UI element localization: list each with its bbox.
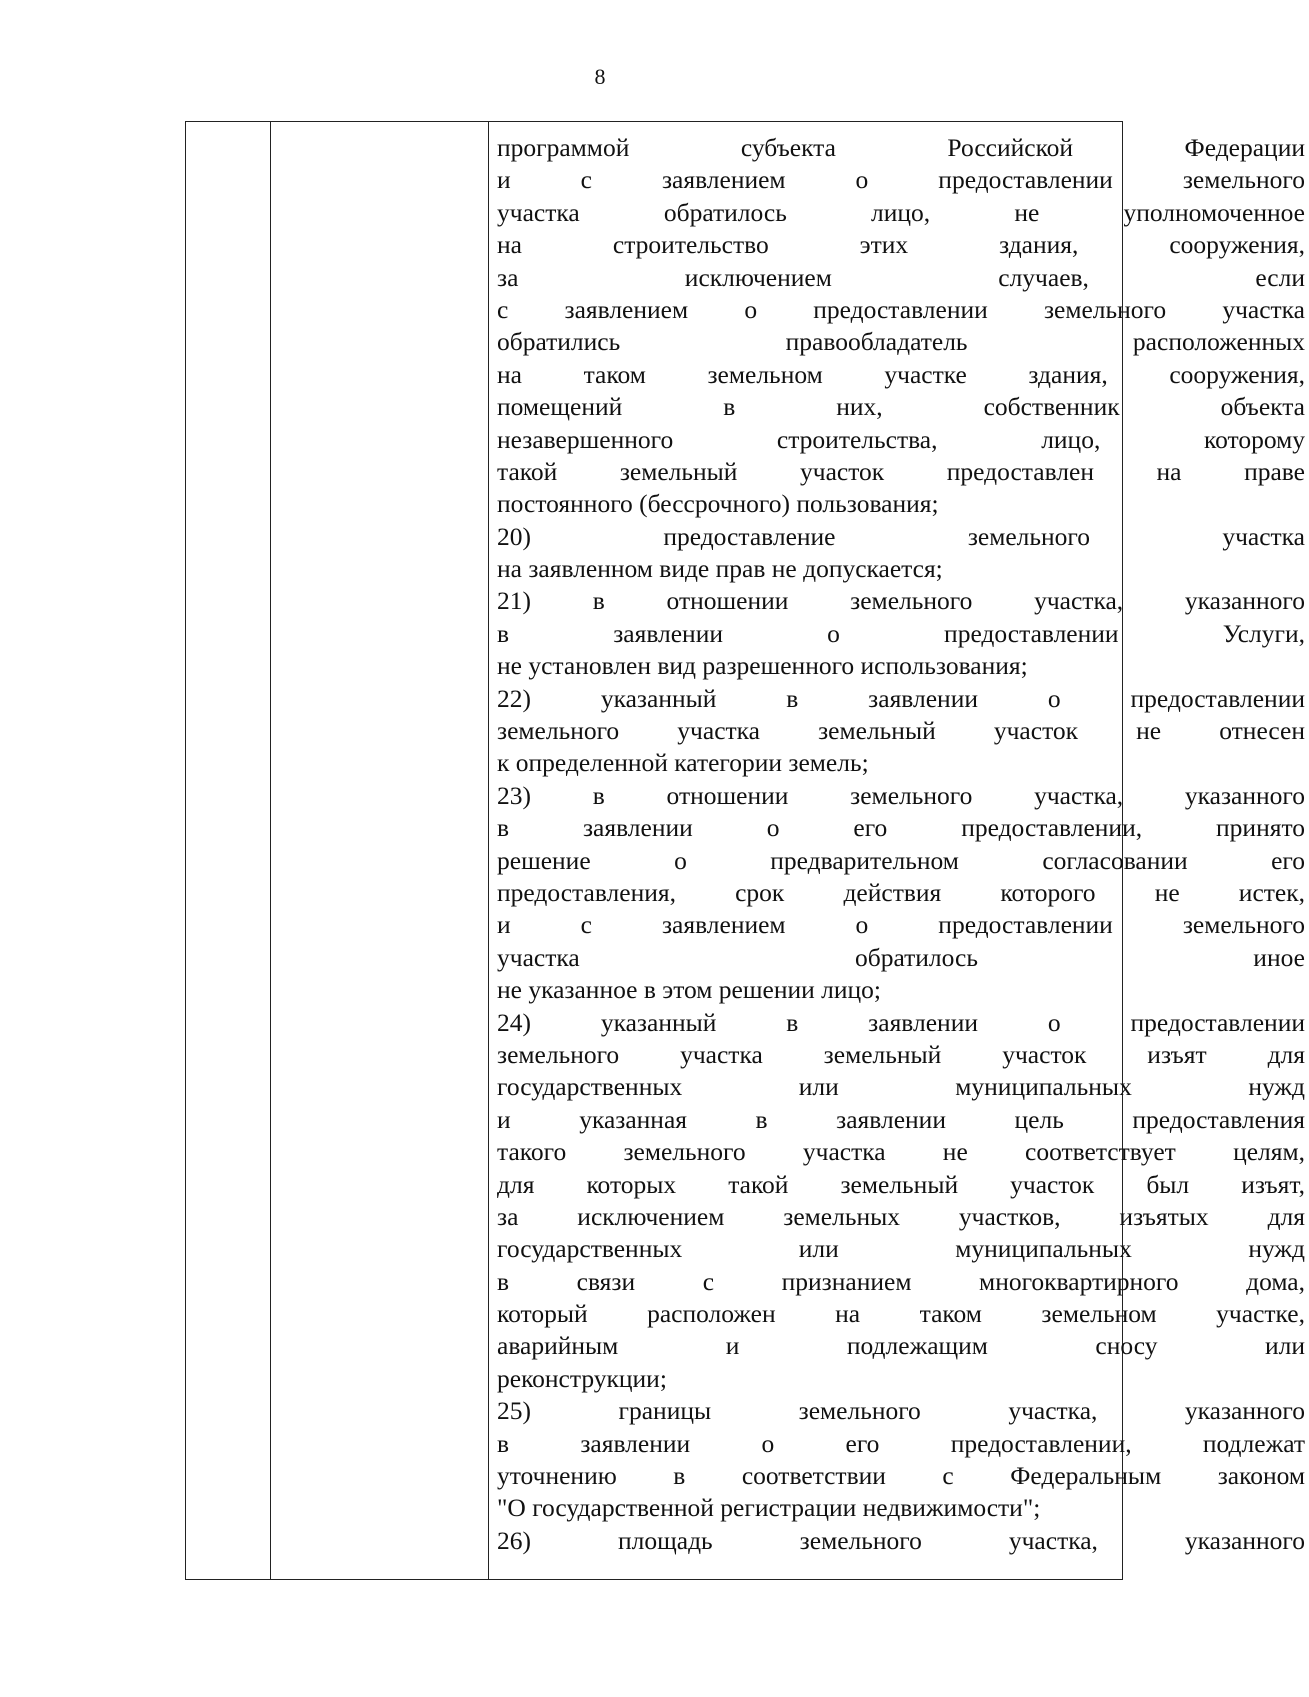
text-line: который расположен на таком земельном участке, [497, 1299, 1305, 1329]
text-line: программой субъекта Российской Федерации [497, 133, 1305, 162]
text-line: участка обратилось иное [497, 942, 1305, 972]
text-line: аварийным и подлежащим сносу или [497, 1331, 1305, 1361]
right-cell-text [491, 132, 1309, 1557]
column-divider [488, 122, 489, 1579]
text-line: за исключением случаев, если [497, 262, 1305, 292]
text-line: такого земельного участка не соответствует целям, [497, 1137, 1305, 1167]
column-divider [270, 122, 271, 1579]
text-line: к определенной категории земель; [497, 748, 869, 778]
text-line: и с заявлением о предоставлении земельного [497, 910, 1305, 940]
text-line: участка обратилось лицо, не уполномоченное [497, 197, 1305, 227]
text-line: не установлен вид разрешенного использования; [497, 651, 1028, 681]
text-line: на таком земельном участке здания, сооружения, [497, 359, 1305, 389]
text-line: в заявлении о его предоставлении, подлежат [497, 1428, 1305, 1458]
text-line: 20) предоставление земельного участка [497, 521, 1305, 551]
text-line: постоянного (бессрочного) пользования; [497, 489, 939, 519]
text-line: государственных или муниципальных нужд [497, 1234, 1305, 1264]
text-line: обратились правообладатель расположенных [497, 327, 1305, 357]
text-line: за исключением земельных участков, изъятых для [497, 1201, 1305, 1231]
text-line: незавершенного строительства, лицо, которому [497, 424, 1305, 454]
table-frame [185, 121, 1305, 1580]
text-line: решение о предварительном согласовании его [497, 845, 1305, 875]
page-number: 8 [594, 64, 606, 89]
text-line: для которых такой земельный участок был изъят, [497, 1169, 1305, 1199]
text-line: и указанная в заявлении цель предоставления [497, 1104, 1305, 1134]
text-line: земельного участка земельный участок не отнесен [497, 716, 1305, 746]
text-line: 23) в отношении земельного участка, указанного [497, 780, 1305, 810]
text-line: реконструкции; [497, 1363, 667, 1393]
text-line: государственных или муниципальных нужд [497, 1072, 1305, 1102]
text-line: 22) указанный в заявлении о предоставлении [497, 683, 1305, 713]
text-line: с заявлением о предоставлении земельного участка [497, 294, 1305, 324]
text-line: и с заявлением о предоставлении земельного [497, 165, 1305, 195]
text-line: на заявленном виде прав не допускается; [497, 554, 943, 584]
text-line: предоставления, срок действия которого не истек, [497, 877, 1305, 907]
text-line: такой земельный участок предоставлен на праве [497, 456, 1305, 486]
text-line: не указанное в этом решении лицо; [497, 975, 881, 1005]
text-line: 26) площадь земельного участка, указанного [497, 1525, 1305, 1555]
text-line: земельного участка земельный участок изъят для [497, 1039, 1305, 1069]
text-line: на строительство этих здания, сооружения, [497, 230, 1305, 260]
text-line: 24) указанный в заявлении о предоставлении [497, 1007, 1305, 1037]
text-line: 25) границы земельного участка, указанного [497, 1396, 1305, 1426]
text-line: уточнению в соответствии с Федеральным законом [497, 1461, 1305, 1491]
text-line: 21) в отношении земельного участка, указанного [497, 586, 1305, 616]
text-line: "О государственной регистрации недвижимости"; [497, 1493, 1041, 1523]
text-line: в связи с признанием многоквартирного дома, [497, 1266, 1305, 1296]
text-line: в заявлении о предоставлении Услуги, [497, 618, 1305, 648]
text-line: помещений в них, собственник объекта [497, 392, 1305, 422]
text-line: в заявлении о его предоставлении, принято [497, 813, 1305, 843]
